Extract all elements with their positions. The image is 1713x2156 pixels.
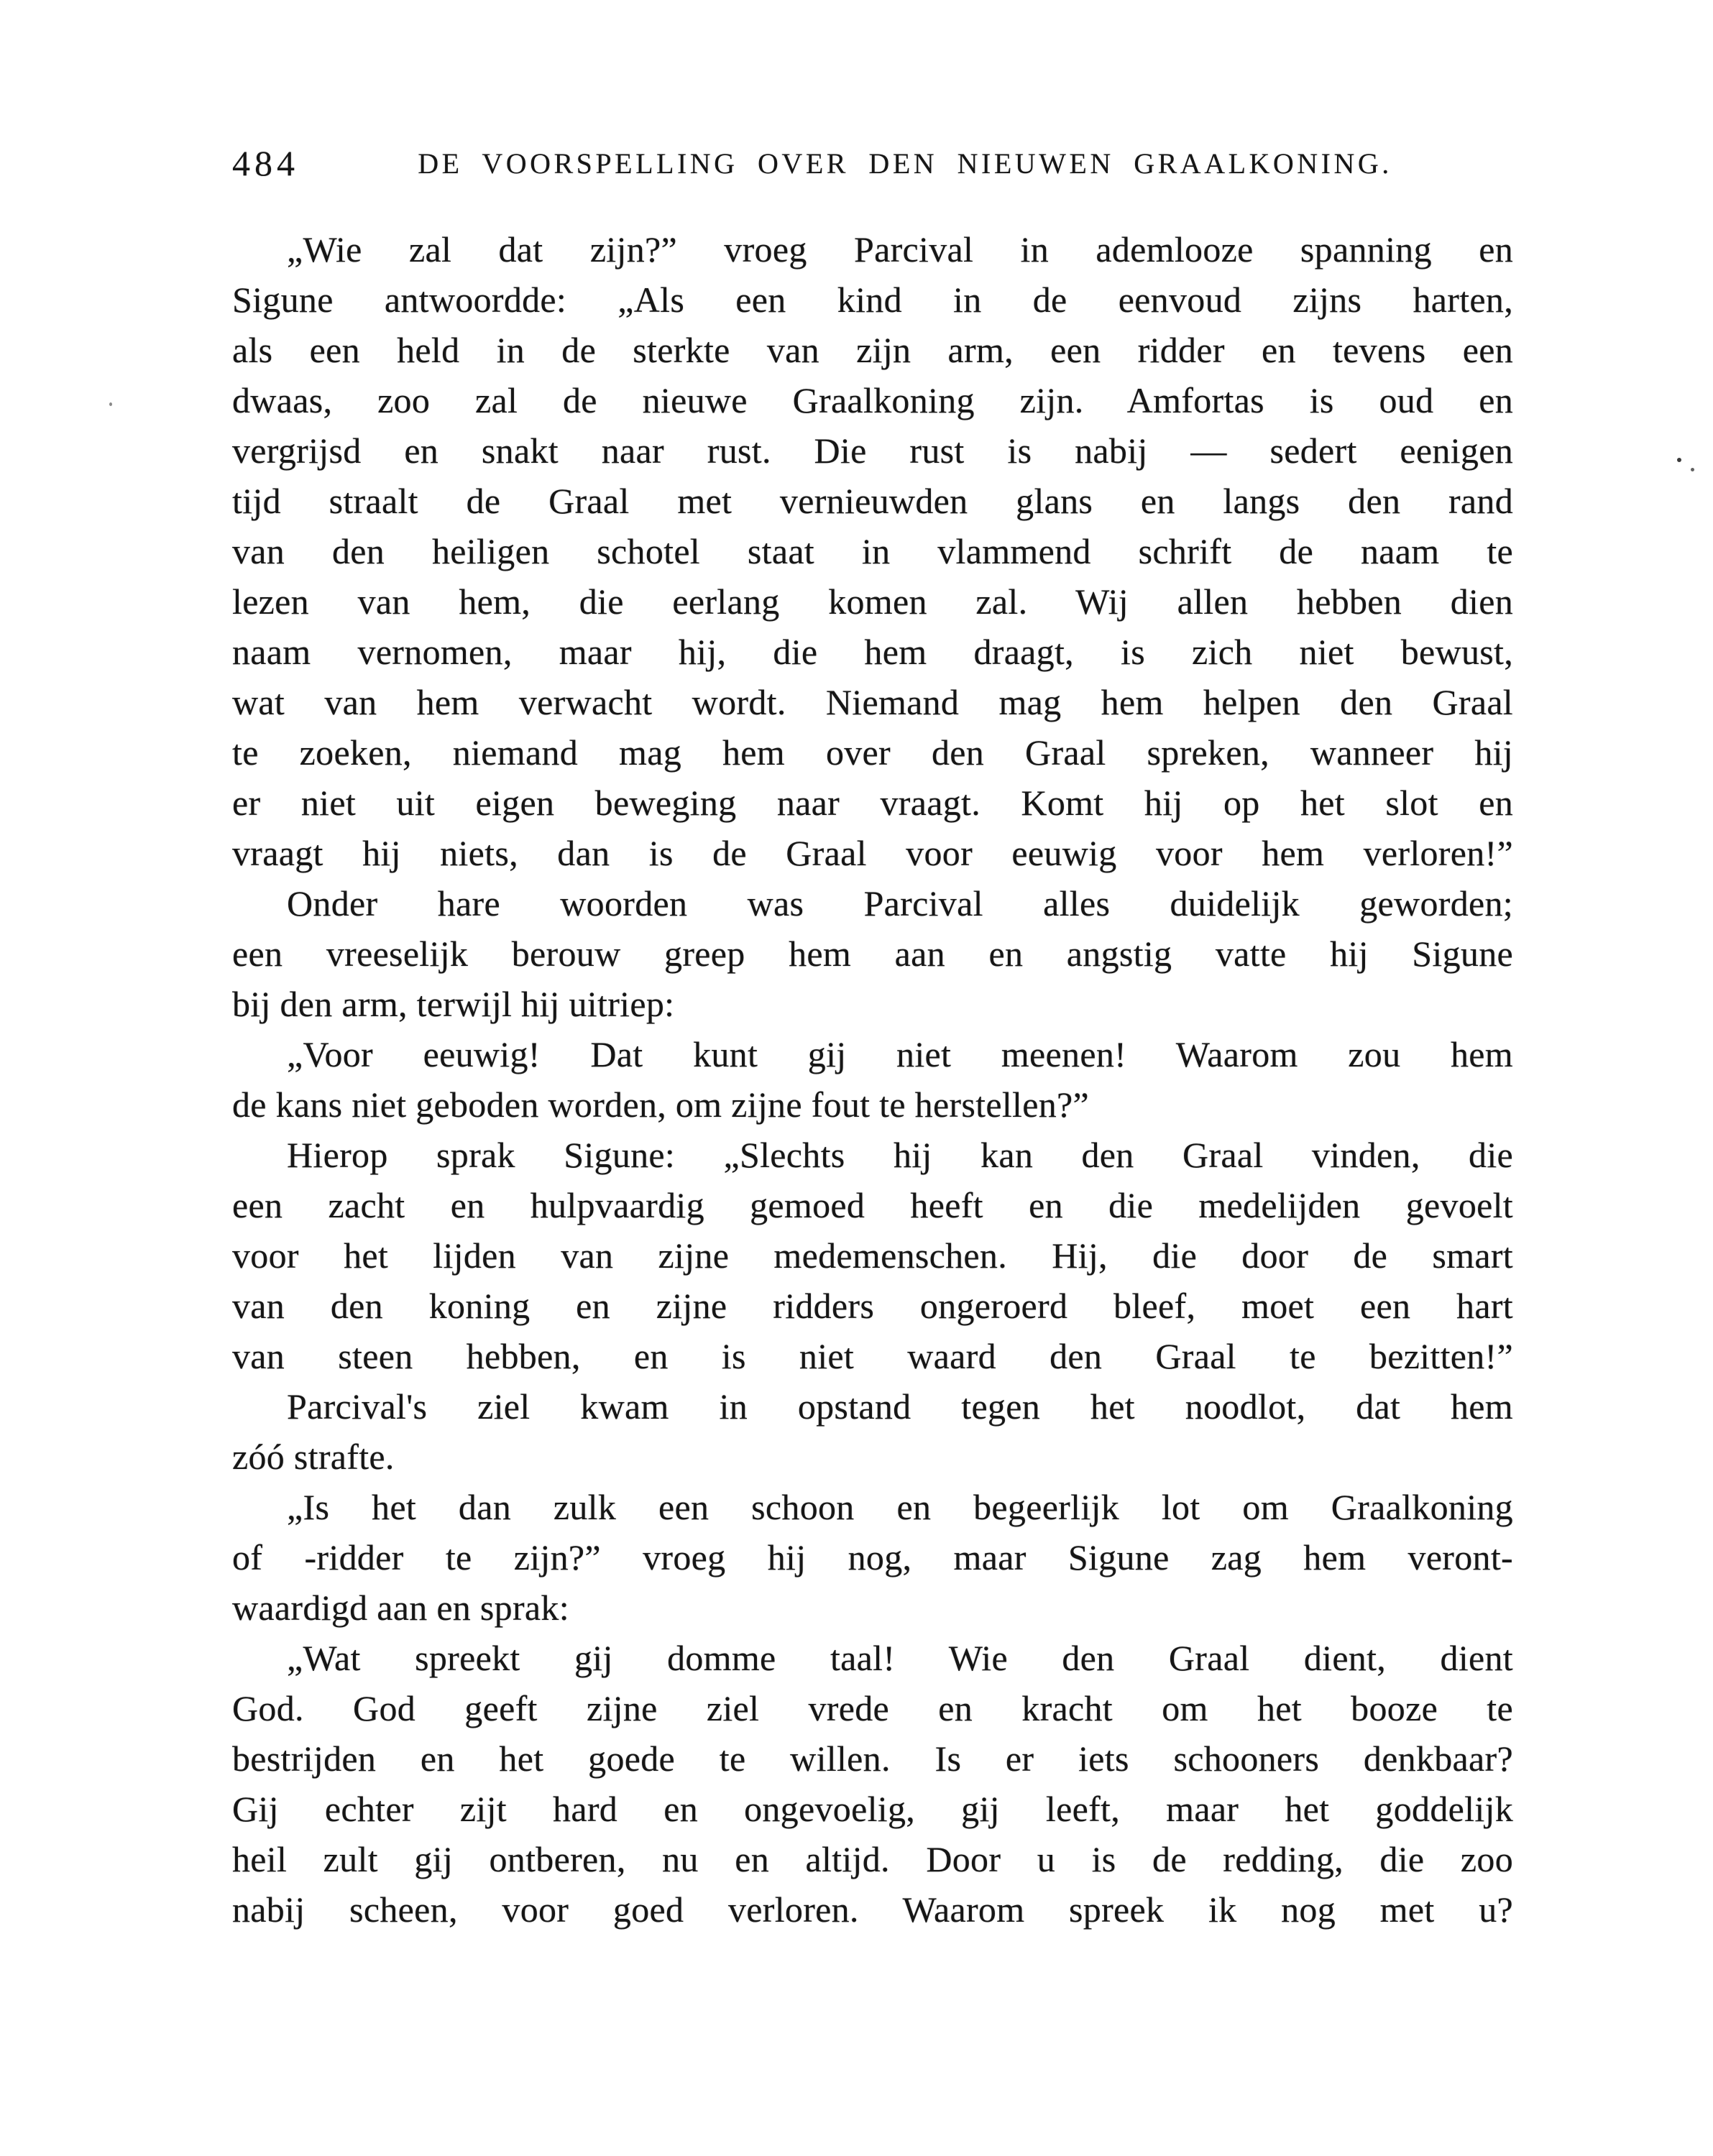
text-line: een zacht en hulpvaardig gemoed heeft en die medelijden gevoelt — [232, 1185, 1513, 1225]
text-line: voor het lijden van zijne medemenschen. Hij, die door de smart — [232, 1235, 1513, 1276]
scan-speck — [1677, 458, 1681, 462]
text-line: lezen van hem, die eerlang komen zal. Wij allen hebben dien — [232, 581, 1513, 622]
text-line: vraagt hij niets, dan is de Graal voor eeuwig voor hem verloren!” — [232, 833, 1513, 873]
text-line: als een held in de sterkte van zijn arm, een ridder en tevens een — [232, 330, 1513, 370]
page-number: 484 — [232, 143, 299, 183]
text-line: een vreeselijk berouw greep hem aan en angstig vatte hij Sigune — [232, 934, 1513, 974]
text-line: God. God geeft zijne ziel vrede en kracht om het booze te — [232, 1688, 1513, 1728]
text-line: „Wie zal dat zijn?” vroeg Parcival in ademlooze spanning en — [287, 229, 1513, 270]
text-line: tijd straalt de Graal met vernieuwden glans en langs den rand — [232, 481, 1513, 521]
text-line: naam vernomen, maar hij, die hem draagt, is zich niet bewust, — [232, 632, 1513, 672]
scan-speck — [109, 402, 112, 406]
scan-speck — [1691, 468, 1694, 471]
text-line: „Wat spreekt gij domme taal! Wie den Graal dient, dient — [287, 1638, 1513, 1678]
text-line: zóó strafte. — [232, 1437, 395, 1477]
text-line: Hierop sprak Sigune: „Slechts hij kan den Graal vinden, die — [287, 1135, 1513, 1175]
text-line: dwaas, zoo zal de nieuwe Graalkoning zijn. Amfortas is oud en — [232, 380, 1513, 420]
text-line: er niet uit eigen beweging naar vraagt. Komt hij op het slot en — [232, 783, 1513, 823]
text-line: heil zult gij ontberen, nu en altijd. Door u is de redding, die zoo — [232, 1839, 1513, 1879]
text-line: waardigd aan en sprak: — [232, 1588, 569, 1628]
text-line: of -ridder te zijn?” vroeg hij nog, maar Sigune zag hem veront- — [232, 1537, 1513, 1577]
text-line: wat van hem verwacht wordt. Niemand mag hem helpen den Graal — [232, 682, 1513, 722]
text-line: bestrijden en het goede te willen. Is er iets schooners denkbaar? — [232, 1738, 1513, 1779]
text-line: „Is het dan zulk een schoon en begeerlijk lot om Graalkoning — [287, 1487, 1513, 1527]
text-line: Sigune antwoordde: „Als een kind in de eenvoud zijns harten, — [232, 280, 1513, 320]
text-line: te zoeken, niemand mag hem over den Graal spreken, wanneer hij — [232, 732, 1513, 773]
text-line: van steen hebben, en is niet waard den Graal te bezitten!” — [232, 1336, 1513, 1376]
text-line: van den heiligen schotel staat in vlammend schrift de naam te — [232, 531, 1513, 571]
running-head — [232, 141, 1513, 191]
text-line: de kans niet geboden worden, om zijne fout te herstellen?” — [232, 1084, 1089, 1125]
running-title: DE VOORSPELLING OVER DEN NIEUWEN GRAALKONING. — [418, 147, 1392, 180]
text-line: Parcival's ziel kwam in opstand tegen het noodlot, dat hem — [287, 1386, 1513, 1427]
text-line: bij den arm, terwijl hij uitriep: — [232, 984, 675, 1024]
text-line: van den koning en zijne ridders ongeroerd bleef, moet een hart — [232, 1286, 1513, 1326]
text-line: Onder hare woorden was Parcival alles duidelijk geworden; — [287, 883, 1513, 923]
text-line: vergrijsd en snakt naar rust. Die rust is nabij — sedert eenigen — [232, 430, 1513, 471]
text-line: nabij scheen, voor goed verloren. Waarom spreek ik nog met u? — [232, 1889, 1513, 1930]
text-line: „Voor eeuwig! Dat kunt gij niet meenen! Waarom zou hem — [287, 1034, 1513, 1074]
page-text — [232, 224, 1513, 1935]
text-line: Gij echter zijt hard en ongevoelig, gij leeft, maar het goddelijk — [232, 1789, 1513, 1829]
